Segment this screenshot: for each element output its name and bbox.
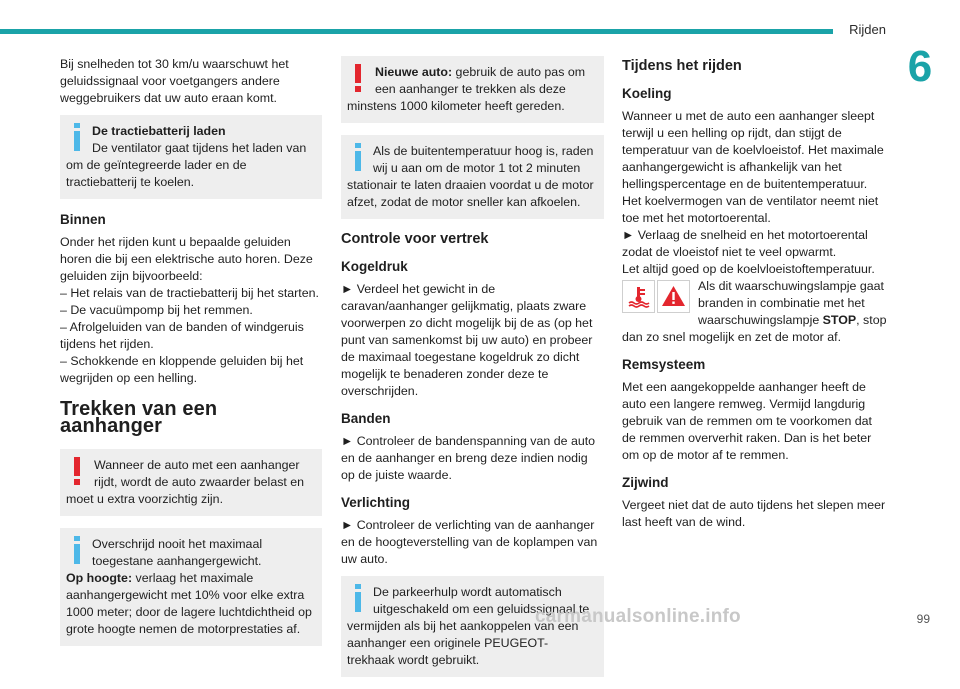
info-marker-icon xyxy=(355,143,361,171)
info-box-charging xyxy=(60,115,322,199)
heading-verlichting: Verlichting xyxy=(341,495,411,510)
heading-trekken: Trekken van een aanhanger xyxy=(60,398,218,437)
warning-box-bold: Nieuwe auto: xyxy=(375,65,453,79)
column-1 xyxy=(60,56,322,658)
column-3 xyxy=(622,56,887,539)
rem-text: Met een aangekoppelde aanhanger heeft de auto een langere remweg. Vermijd langdurig gebruik van de remmen om te voorkomen dat de remmen oververhit raken. Dan is het beter om op de motor af te remmen. xyxy=(622,380,873,462)
info-marker-icon xyxy=(355,584,361,612)
warning-box-new-car xyxy=(341,56,604,123)
coolant-temperature-warning-icon xyxy=(622,280,655,313)
list-item: – De vacuümpomp bij het remmen. xyxy=(60,303,253,317)
heading-kogeldruk: Kogeldruk xyxy=(341,259,408,274)
info-box-temperature xyxy=(341,135,604,219)
page-number: 99 xyxy=(916,612,930,626)
watermark: carmanualsonline.info xyxy=(535,606,741,627)
warning-marker-icon xyxy=(355,64,361,92)
lamp-rest: , stop dan zo snel mogelijk en zet de motor af. xyxy=(622,313,887,344)
lamp-stop-label: STOP xyxy=(822,313,857,327)
warning-lamps xyxy=(622,280,692,313)
info-box-bold: Op hoogte: xyxy=(66,571,133,585)
warning-lamp-paragraph xyxy=(622,278,887,346)
info-box-text: Overschrijd nooit het maximaal toegestane aanhangergewicht. xyxy=(92,537,263,568)
heading-controle: Controle voor vertrek xyxy=(341,231,489,247)
warning-marker-icon xyxy=(74,457,80,485)
info-box-title: De tractiebatterij laden xyxy=(92,124,226,138)
list-item: – Het relais van de tractiebatterij bij het starten. xyxy=(60,286,319,300)
warning-box-rest: gebruik de auto pas om een aanhanger te trekken als deze minstens 1000 kilometer heeft gereden. xyxy=(347,65,586,113)
heading-banden: Banden xyxy=(341,411,391,426)
verlichting-text: ► Controleer de verlichting van de aanhanger en de hoogteverstelling van de koplampen van uw auto. xyxy=(341,518,598,566)
binnen-list xyxy=(60,285,322,387)
section-title: Rijden xyxy=(849,22,886,37)
column-2 xyxy=(341,56,604,689)
binnen-intro: Onder het rijden kunt u bepaalde geluiden horen die bij een elektrische auto horen. Deze geluiden zijn bijvoorbeeld: xyxy=(60,235,313,283)
koeling-step: ► Verlaag de snelheid en het motortoerental zodat de vloeistof niet te veel opwarmt. xyxy=(622,228,868,259)
info-box-weight xyxy=(60,528,322,646)
warning-box-text: Wanneer de auto met een aanhanger rijdt, wordt de auto zwaarder belast en moet u extra voorzichtig zijn. xyxy=(66,458,305,506)
stop-warning-triangle-icon xyxy=(657,280,690,313)
kogeldruk-text: ► Verdeel het gewicht in de caravan/aanhanger gelijkmatig, plaats zware voorwerpen zo dicht mogelijk bij de as (op het punt van samenkomst bij uw auto) en probeer de maximaal toegestane kogeldruk zo dicht mogelijk te benaderen zonder deze te overschrijden. xyxy=(341,282,593,398)
info-marker-icon xyxy=(74,123,80,151)
heading-remsysteem: Remsysteem xyxy=(622,357,706,372)
list-item: – Afrolgeluiden van de banden of windgeruis tijdens het rijden. xyxy=(60,320,304,351)
warning-box-load xyxy=(60,449,322,516)
zij-text: Vergeet niet dat de auto tijdens het slepen meer last heeft van de wind. xyxy=(622,498,886,529)
info-box-text: De ventilator gaat tijdens het laden van om de geïntegreerde lader en de tractiebatterij te koelen. xyxy=(66,141,307,189)
chapter-number: 6 xyxy=(907,42,933,91)
heading-tijdens: Tijdens het rijden xyxy=(622,58,742,74)
heading-binnen: Binnen xyxy=(60,212,106,227)
koeling-watch: Let altijd goed op de koelvloeistoftemperatuur. xyxy=(622,262,875,276)
heading-koeling: Koeling xyxy=(622,86,672,101)
koeling-text: Wanneer u met de auto een aanhanger sleept terwijl u een helling op rijdt, dan stijgt de temperatuur van de koelvloeistof. Het maximale aanhangergewicht is afhankelijk van het hellingspercentage en de buitentemperatuur. Het koelvermogen van de ventilator neemt niet toe met het motortoerental. xyxy=(622,109,884,225)
info-box-text: De parkeerhulp wordt automatisch uitgeschakeld om een geluidssignaal te vermijden als bij het aankoppelen van een aanhanger een originele PEUGEOT-trekhaak wordt gebruikt. xyxy=(347,585,590,667)
header-accent-bar xyxy=(0,29,833,34)
info-box-text: Als de buitentemperatuur hoog is, raden wij u aan om de motor 1 tot 2 minuten stationair te laten draaien voordat u de motor afzet, zodat de motor sneller kan afkoelen. xyxy=(347,144,594,209)
info-box-rest: verlaag het maximale aanhangergewicht met 10% voor elke extra 1000 meter; door de lagere luchtdichtheid op grote hoogte nemen de motorprestaties af. xyxy=(66,571,312,636)
info-marker-icon xyxy=(74,536,80,564)
heading-zijwind: Zijwind xyxy=(622,475,669,490)
intro-paragraph: Bij snelheden tot 30 km/u waarschuwt het geluidssignaal voor voetgangers andere weggebruikers dat uw auto eraan komt. xyxy=(60,57,289,105)
lamp-text: Als dit waarschuwingslampje gaat branden in combinatie met het waarschuwingslampje xyxy=(698,279,884,327)
list-item: – Schokkende en kloppende geluiden bij het wegrijden op een helling. xyxy=(60,354,304,385)
banden-text: ► Controleer de bandenspanning van de auto en de aanhanger en breng deze indien nodig op de juiste waarde. xyxy=(341,434,596,482)
